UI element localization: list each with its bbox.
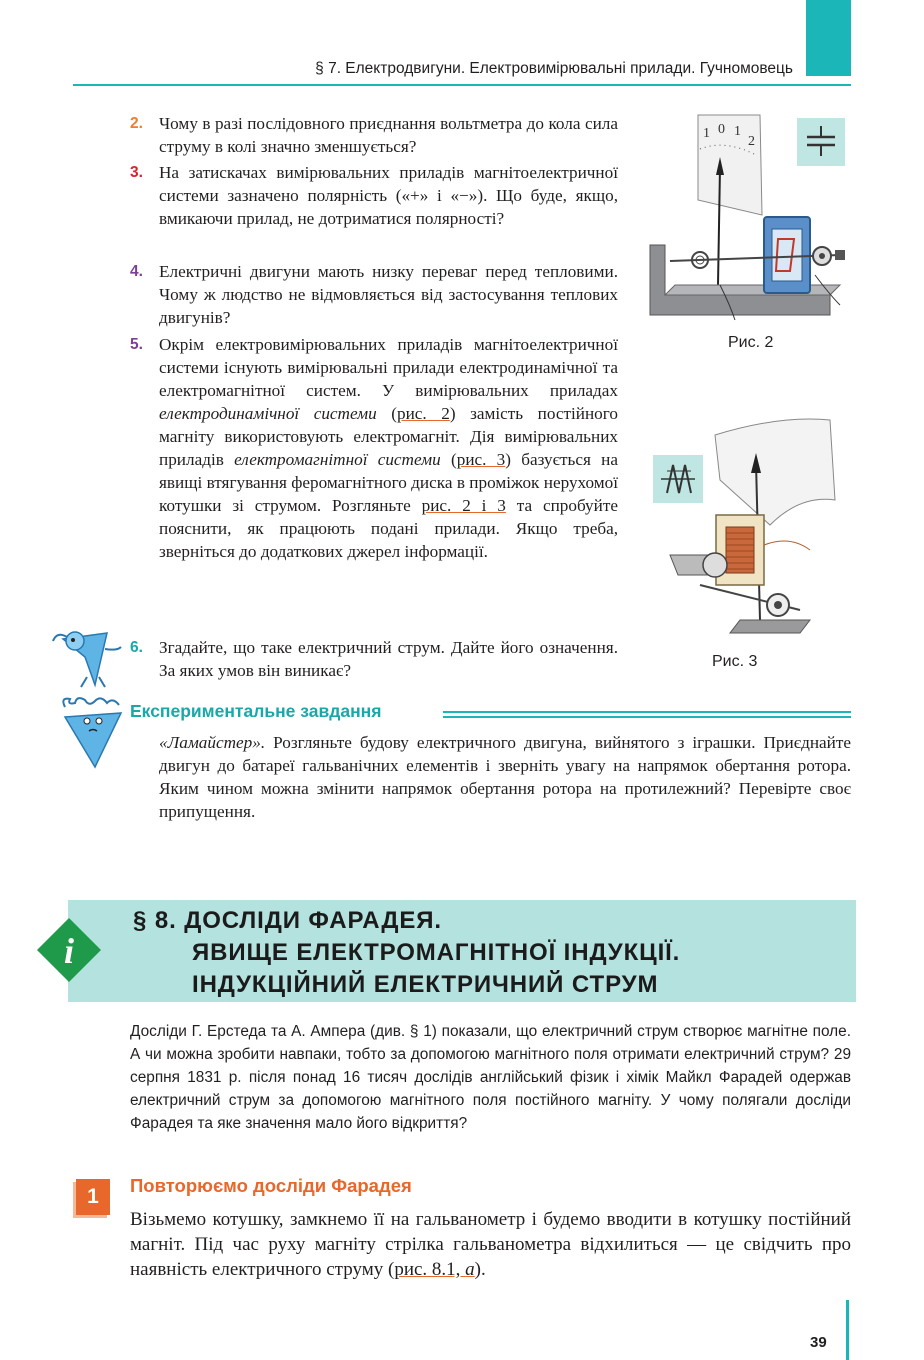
dial-number: 1 — [734, 124, 741, 139]
question-number: 4. — [130, 263, 143, 280]
header-color-tab — [806, 0, 851, 76]
page-number: 39 — [810, 1334, 827, 1351]
figure-ref[interactable]: рис. 8.1, а — [394, 1259, 475, 1280]
subsection-heading: Повторюємо досліди Фарадея — [130, 1175, 412, 1196]
section-title-line: ЯВИЩЕ ЕЛЕКТРОМАГНІТНОЇ ІНДУКЦІЇ. — [192, 939, 681, 966]
section-title — [133, 905, 680, 1001]
figure-3-electromagnetic-meter — [660, 415, 850, 640]
experiment-heading-rule — [443, 716, 851, 718]
question-text: Згадайте, що таке електричний струм. Дайте його означення. За яких умов він виникає? — [159, 638, 618, 680]
spring-symbol-icon — [653, 455, 703, 503]
dial-number: 1 — [703, 126, 710, 141]
figure-ref[interactable]: рис. 2 і 3 — [421, 496, 506, 515]
section-title-line: § 8. ДОСЛІДИ ФАРАДЕЯ. — [133, 907, 442, 934]
experiment-heading: Експериментальне завдання — [130, 701, 382, 721]
capacitor-symbol-icon — [797, 118, 845, 166]
running-header: § 7. Електродвигуни. Електровимірювальні прилади. Гучномовець — [315, 60, 793, 77]
question-4 — [130, 260, 618, 329]
question-text: Окрім електровимірювальних приладів магнітоелектричної системи існують вимірювальні прилади електродинамічної та електромагнітної систем. У вимірювальних приладах електродинамічної системи (рис. 2) замість постійного магніту використовують електромагніт. Дія вимірювальних приладів електромагнітної системи (рис. 3) базується на явищі втягування феромагнітного диска в проміжок нерухомої котушки зі струмом. Розгляньте рис. 2 і 3 та спробуйте пояснити, як працюють подані прилади. Якщо треба, зверніться до додаткових джерел інформації. — [159, 335, 618, 561]
section-intro: Досліди Г. Ерстеда та А. Ампера (див. § 1) показали, що електричний струм створює магнітне поле. А чи можна зробити навпаки, тобто за допомогою магнітного поля отримати електричний струм? 29 серпня 1831 р. після понад 16 тисяч дослідів англійський фізик і хімік Майкл Фарадей одержав електричний струм за допомогою магнітного поля постійного магніту. У чому полягали досліди Фарадея та яке значення мало його відкриття? — [130, 1023, 851, 1132]
figure-ref[interactable]: рис. 2 — [396, 404, 450, 423]
experiment-text: «Ламайстер». Розгляньте будову електричного двигуна, вийнятого з іграшки. Приєднайте двигун до батареї гальванічних елементів і зверніть увагу на напрямок обертання ротора. Яким чином можна змінити напрямок обертання ротора на протилежний? Перевірте своє припущення. — [159, 733, 851, 821]
header-rule — [73, 84, 851, 86]
question-number: 3. — [130, 164, 143, 181]
dial-number: 0 — [718, 122, 725, 137]
question-number: 5. — [130, 336, 143, 353]
puzzled-mascot-icon — [55, 695, 130, 770]
thinking-mascot-icon — [45, 625, 125, 690]
subsection-text: Візьмемо котушку, замкнемо її на гальванометр і будемо вводити в котушку постійний магніт. Під час руху магніту стрілка гальванометра відхилиться — це свідчить про наявність електричного струму (рис. 8.1, а). — [130, 1209, 851, 1280]
figure-3-caption: Рис. 3 — [712, 653, 758, 670]
svg-text:i: i — [63, 931, 75, 971]
question-3 — [130, 161, 618, 230]
figure-ref[interactable]: рис. 3 — [456, 450, 506, 469]
question-6 — [130, 636, 618, 682]
experiment-title: «Ламайстер». — [159, 733, 266, 752]
dial-number: 2 — [748, 134, 755, 149]
question-text: Електричні двигуни мають низку переваг перед тепловими. Чому ж людство не відмовляється від застосування теплових двигунів? — [159, 262, 618, 327]
question-number: 2. — [130, 115, 143, 132]
question-2 — [130, 112, 618, 158]
question-5 — [130, 333, 618, 563]
question-text: На затискачах вимірювальних приладів магнітоелектричної системи зазначено полярність («+» і «−»). Що буде, якщо, вмикаючи прилад, не дотриматися полярності? — [159, 163, 618, 228]
info-icon — [36, 917, 102, 983]
question-number: 6. — [130, 639, 143, 656]
page-number-rule — [846, 1300, 849, 1360]
figure-2-caption: Рис. 2 — [728, 334, 774, 351]
experiment-heading-rule — [443, 711, 851, 713]
section-title-line: ІНДУКЦІЙНИЙ ЕЛЕКТРИЧНИЙ СТРУМ — [192, 971, 659, 998]
question-text: Чому в разі послідовного приєднання вольтметра до кола сила струму в колі значно зменшується? — [159, 114, 618, 156]
subsection-number-badge: 1 — [76, 1179, 110, 1215]
